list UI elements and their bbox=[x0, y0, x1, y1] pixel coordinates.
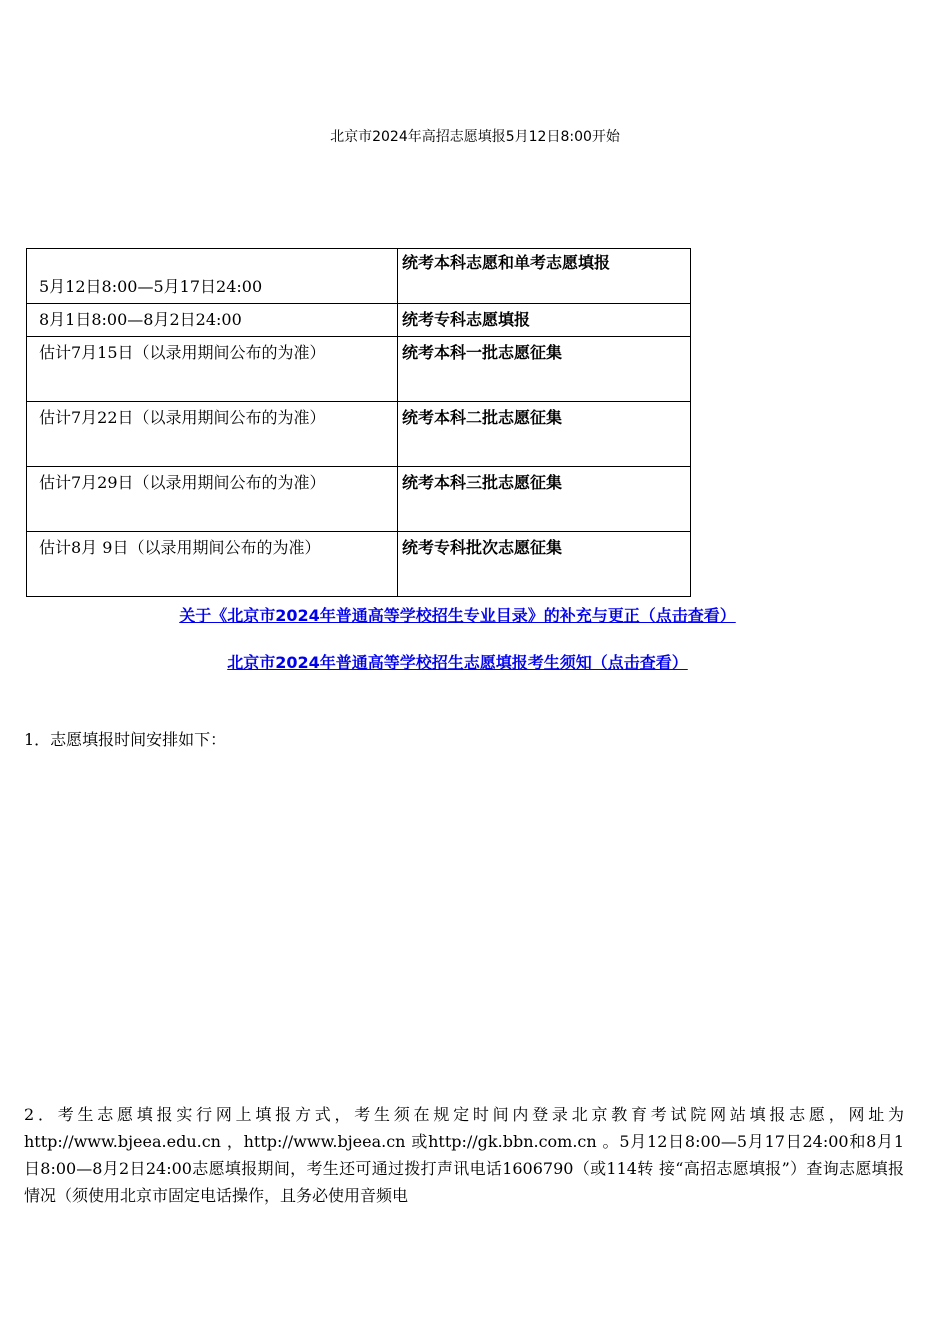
schedule-item: 统考专科批次志愿征集 bbox=[398, 532, 691, 597]
paragraph-schedule-intro: 1．志愿填报时间安排如下： bbox=[24, 730, 227, 749]
table-row bbox=[27, 467, 691, 532]
table-row bbox=[27, 249, 691, 304]
page-title: 北京市2024年高招志愿填报5月12日8:00开始 bbox=[330, 129, 620, 145]
schedule-table bbox=[26, 248, 691, 597]
schedule-item: 统考本科一批志愿征集 bbox=[398, 337, 691, 402]
catalog-correction-link[interactable]: 关于《北京市2024年普通高等学校招生专业目录》的补充与更正（点击查看） bbox=[179, 606, 736, 625]
schedule-time: 估计7月29日（以录用期间公布的为准） bbox=[27, 467, 398, 532]
paragraph-online-filing: 2．考生志愿填报实行网上填报方式，考生须在规定时间内登录北京教育考试院网站填报志愿，网址为http://www.bjeea.edu.cn ，http://www.bjeea.cn 或http://gk.bbn.com.cn 。5月12日8:00—5月17日24:00和8月1日8:00—8月2日24:00志愿填报期间，考生还可通过拨打声讯电话1606790（或114转 接“高招志愿填报”）查询志愿填报情况（须使用北京市固定电话操作，且务必使用音频电 bbox=[24, 1105, 904, 1205]
schedule-time: 估计7月22日（以录用期间公布的为准） bbox=[27, 402, 398, 467]
schedule-item: 统考本科志愿和单考志愿填报 bbox=[398, 249, 691, 304]
table-row bbox=[27, 337, 691, 402]
schedule-item: 统考专科志愿填报 bbox=[398, 304, 691, 337]
table-row bbox=[27, 532, 691, 597]
schedule-time: 5月12日8:00—5月17日24:00 bbox=[27, 249, 398, 304]
table-row bbox=[27, 402, 691, 467]
table-row bbox=[27, 304, 691, 337]
schedule-time: 估计7月15日（以录用期间公布的为准） bbox=[27, 337, 398, 402]
schedule-time: 估计8月 9日（以录用期间公布的为准） bbox=[27, 532, 398, 597]
applicant-notice-link[interactable]: 北京市2024年普通高等学校招生志愿填报考生须知（点击查看） bbox=[227, 653, 688, 672]
schedule-item: 统考本科三批志愿征集 bbox=[398, 467, 691, 532]
schedule-time: 8月1日8:00—8月2日24:00 bbox=[27, 304, 398, 337]
schedule-item: 统考本科二批志愿征集 bbox=[398, 402, 691, 467]
